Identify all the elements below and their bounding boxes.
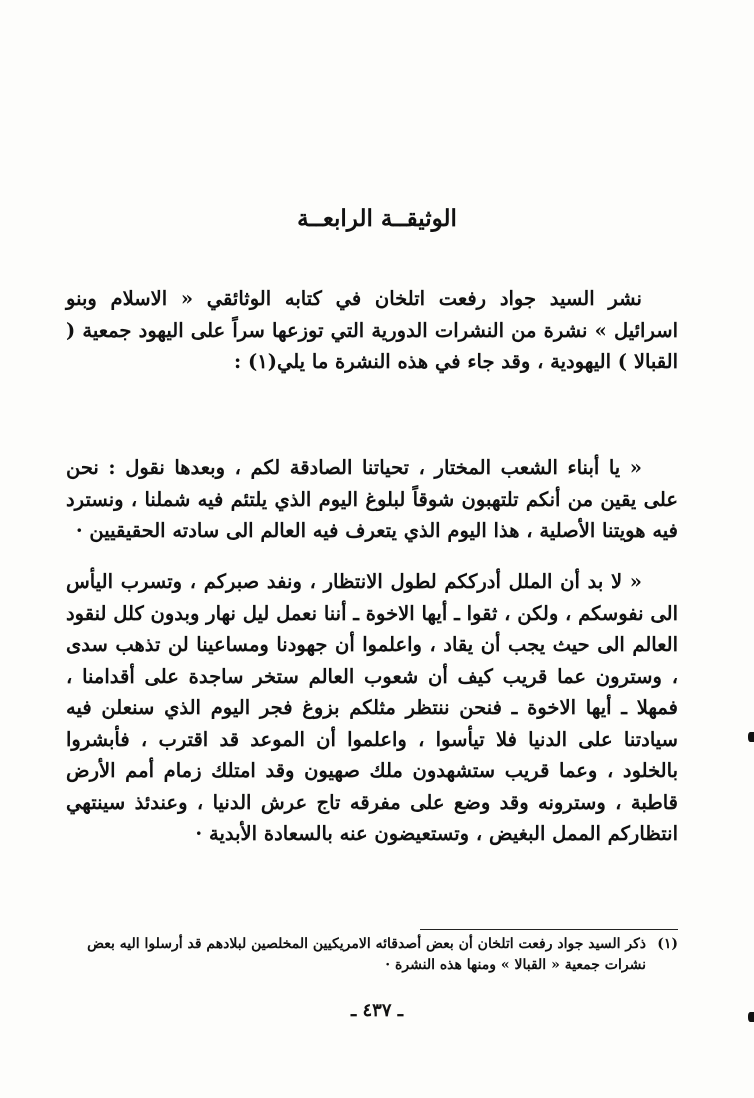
page-title: الوثيقــة الرابعــة: [297, 205, 457, 232]
paragraph-text: « لا بد أن الملل أدرككم لطول الانتظار ، ونفد صبركم ، وتسرب اليأس الى نفوسكم ، ولكن ، ثقوا ـ أيها الاخوة ـ أننا نعمل ليل نهار وبدون كلل لنقود العالم الى حيث يجب أن يقاد ، واعلموا أن جهودنا ومساعينا لن تذهب سدى ، وسترون عما قريب كيف أن شعوب العالم ستخر ساجدة على أقدامنا ، فمهلا ـ أيها الاخوة ـ فنحن ننتظر مثلكم بزوغ فجر اليوم الذي سنعلن فيه سيادتنا على الدنيا فلا تيأسوا ، واعلموا أن الموعد قد اقترب ، فأبشروا بالخلود ، وعما قريب ستشهدون ملك صهيون وقد امتلك زمام أمم الأرض قاطبة ، وسترونه وقد وضع على مفرقه تاج عرش الدنيا ، وعندئذ سينتهي انتظاركم الممل البغيض ، وتستعيضون عنه بالسعادة الأبدية ·: [66, 570, 678, 845]
page-number: ـ ٤٣٧ ـ: [350, 1000, 404, 1021]
scan-edge-mark: [748, 732, 754, 742]
body-paragraph-2: [66, 452, 678, 547]
body-paragraph-3: [66, 566, 678, 850]
body-paragraph-1: [66, 283, 678, 378]
scan-edge-mark: [748, 1012, 754, 1022]
paragraph-text: « يا أبناء الشعب المختار ، تحياتنا الصادقة لكم ، وبعدها نقول : نحن على يقين من أنكم تلتهبون شوقاً لبلوغ اليوم الذي يلتئم فيه شملنا ، ونسترد فيه هويتنا الأصلية ، هذا اليوم الذي يتعرف فيه العالم الى سادته الحقيقيين ·: [66, 456, 678, 542]
footnote-divider: [420, 929, 678, 930]
footnote: [66, 934, 678, 976]
paragraph-text: نشر السيد جواد رفعت اتلخان في كتابه الوثائقي « الاسلام وبنو اسرائيل » نشرة من النشرات الدورية التي توزعها سراً على اليهود جمعية ( القبالا ) اليهودية ، وقد جاء في هذه النشرة ما يلي(١) :: [66, 287, 678, 373]
footnote-number: (١): [657, 936, 678, 952]
footnote-text: ذكر السيد جواد رفعت اتلخان أن بعض أصدقائه الامريكيين المخلصين لبلادهم قد أرسلوا اليه بعض نشرات جمعية « القبالا » ومنها هذه النشرة ·: [87, 936, 646, 973]
